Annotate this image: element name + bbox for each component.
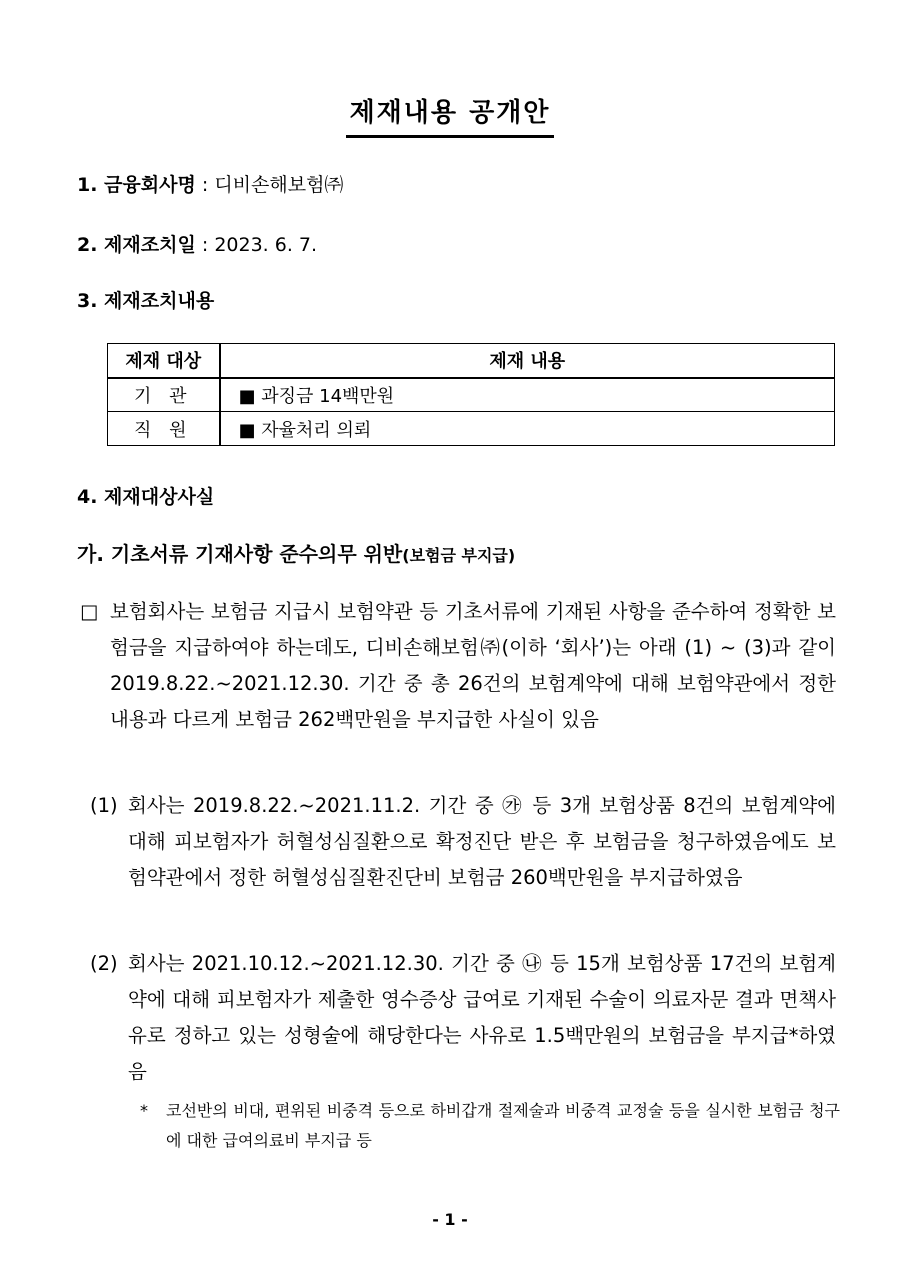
item-sanction-content (77, 288, 214, 314)
point-marker: (1) (90, 794, 118, 817)
checkbox-square-icon: □ (80, 600, 99, 623)
item-value: 2023. 6. 7. (214, 234, 318, 256)
table-cell-target: 기 관 (108, 378, 220, 412)
item-heading: 2. 제재조치일 (77, 234, 196, 256)
table-cell-content: ■ 과징금 14백만원 (220, 378, 835, 412)
point-2 (90, 946, 836, 1090)
table-cell-target: 직 원 (108, 412, 220, 446)
item-separator: : (195, 174, 215, 196)
item-sanction-date (77, 232, 317, 258)
document-title-wrap (0, 92, 900, 138)
point-1 (90, 788, 836, 896)
item-sanction-facts (77, 484, 214, 510)
sanction-table (107, 343, 835, 446)
table-header-target: 제재 대상 (108, 344, 220, 378)
item-heading: 1. 금융회사명 (77, 174, 196, 196)
point-text: 회사는 2021.10.12.~2021.12.30. 기간 중 ㉯ 등 15개 보험상품 17건의 보험계약에 대해 피보험자가 제출한 영수증상 급여로 기재된 수술이 의료자문 결과 면책사유로 정하고 있는 성형술에 해당한다는 사유로 1.5백만원의 보험금을 부지급*하였음 (128, 952, 836, 1083)
table-header-row (108, 344, 835, 378)
page-number: - 1 - (432, 1210, 468, 1229)
table-row (108, 412, 835, 446)
item-value: 디비손해보험㈜ (214, 174, 344, 196)
table-row (108, 378, 835, 412)
item-separator: : (195, 234, 215, 256)
item-company-name (77, 172, 343, 198)
footnote-text: 코선반의 비대, 편위된 비중격 등으로 하비갑개 절제술과 비중격 교정술 등을 실시한 보험금 청구에 대한 급여의료비 부지급 등 (166, 1101, 840, 1150)
section-ga-title: 가. 기초서류 기재사항 준수의무 위반 (77, 542, 403, 566)
item-heading: 4. 제재대상사실 (77, 486, 215, 508)
document-title: 제재내용 공개안 (346, 92, 555, 138)
intro-text: 보험회사는 보험금 지급시 보험약관 등 기초서류에 기재된 사항을 준수하여 정확한 보험금을 지급하여야 하는데도, 디비손해보험㈜(이하 ‘회사’)는 아래 (1) ~ (3)과 같이 2019.8.22.~2021.12.30. 기간 중 총 26건의 보험계약에 대해 보험약관에서 정한 내용과 다르게 보험금 262백만원을 부지급한 사실이 있음 (110, 600, 836, 731)
footnote (140, 1096, 840, 1156)
table-cell-content: ■ 자율처리 의뢰 (220, 412, 835, 446)
table-header-content: 제재 내용 (220, 344, 835, 378)
section-ga-paren: (보험금 부지급) (402, 546, 516, 565)
footnote-marker: * (140, 1101, 148, 1120)
point-text: 회사는 2019.8.22.~2021.11.2. 기간 중 ㉮ 등 3개 보험상품 8건의 보험계약에 대해 피보험자가 허혈성심질환으로 확정진단 받은 후 보험금을 청구하였음에도 보험약관에서 정한 허혈성심질환진단비 보험금 260백만원을 부지급하였음 (128, 794, 836, 889)
section-ga-heading (77, 538, 515, 567)
item-heading: 3. 제재조치내용 (77, 290, 215, 312)
intro-paragraph (80, 594, 836, 738)
point-marker: (2) (90, 952, 118, 975)
